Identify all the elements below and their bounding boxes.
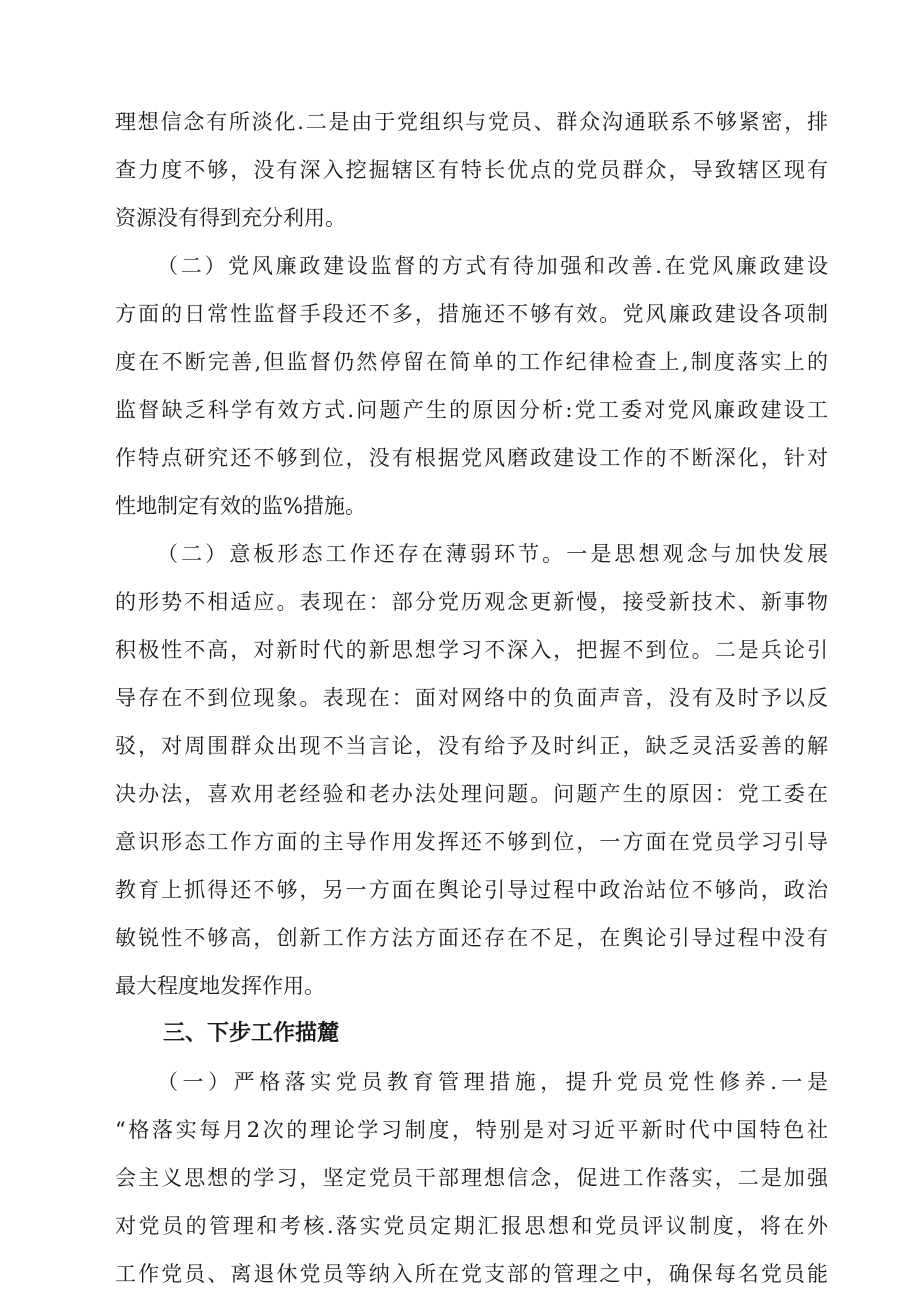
text-line: 监督缺乏科学有效方式.问题产生的原因分析:党工委对党风廉政建设工 <box>115 398 828 422</box>
text-line: 对党员的管理和考核.落实党员定期汇报思想和党员评议制度，将在外 <box>115 1214 828 1238</box>
text-line: 驳，对周围群众出现不当言论，没有给予及时纠正，缺乏灵活妥善的解 <box>115 734 828 758</box>
text-line: （二）意板形态工作还存在薄弱环节。一是思想观念与加快发展 <box>157 542 828 566</box>
text-line: 积极性不高，对新时代的新思想学习不深入，把握不到位。二是兵论引 <box>115 638 828 662</box>
text-line: 资源没有得到充分利用。 <box>115 206 346 230</box>
paragraph-3 <box>115 530 828 1010</box>
text-line: （二）党风廉政建设监督的方式有待加强和改善.在党风廉政建设 <box>157 254 828 278</box>
text-line: 性地制定有效的监%措施。 <box>115 494 366 518</box>
text-line: 最大程度地发挥作用。 <box>115 974 325 998</box>
text-line: 决办法，喜欢用老经验和老办法处理问题。问题产生的原因：党工委在 <box>115 782 828 806</box>
text-line: 的形势不相适应。表现在：部分党历观念更新慢，接受新技术、新事物 <box>115 590 828 614</box>
text-line: “格落实每月2次的理论学习制度，特别是对习近平新时代中国特色社 <box>115 1118 828 1142</box>
paragraph-2 <box>115 242 828 530</box>
text-line: 工作党员、离退休党员等纳入所在党支部的管理之中，确保每名党员能 <box>115 1262 828 1286</box>
text-line: 教育上抓得还不够，另一方面在舆论引导过程中政治站位不够尚，政治 <box>115 878 828 902</box>
document-page <box>115 98 828 1298</box>
paragraph-4 <box>115 1058 828 1298</box>
text-line: 敏锐性不够高，创新工作方法方面还存在不足，在舆论引导过程中没有 <box>115 926 828 950</box>
text-line: 度在不断完善,但监督仍然停留在简单的工作纪律检查上,制度落实上的 <box>115 350 828 374</box>
section-heading: 三、下步工作描麓 <box>163 1021 340 1046</box>
text-line: 理想信念有所淡化.二是由于党组织与党员、群众沟通联系不够紧密，排 <box>115 110 828 134</box>
text-line: 会主义思想的学习，坚定党员干部理想信念，促进工作落实，二是加强 <box>115 1166 828 1190</box>
text-line: （一）严格落实党员教育管理措施，提升党员党性修养.一是 <box>157 1070 828 1094</box>
text-line: 意识形态工作方面的主导作用发挥还不够到位，一方面在党员学习引导 <box>115 830 828 854</box>
paragraph-1 <box>115 98 828 242</box>
text-line: 查力度不够，没有深入挖掘辖区有特长优点的党员群众，导致辖区现有 <box>115 158 828 182</box>
text-line: 导存在不到位现象。表现在：面对网络中的负面声音，没有及时予以反 <box>115 686 828 710</box>
text-line: 作特点研究还不够到位，没有根据党风磨政建设工作的不断深化，针对 <box>115 446 828 470</box>
text-line: 方面的日常性监督手段还不多，措施还不够有效。党风廉政建设各项制 <box>115 302 828 326</box>
